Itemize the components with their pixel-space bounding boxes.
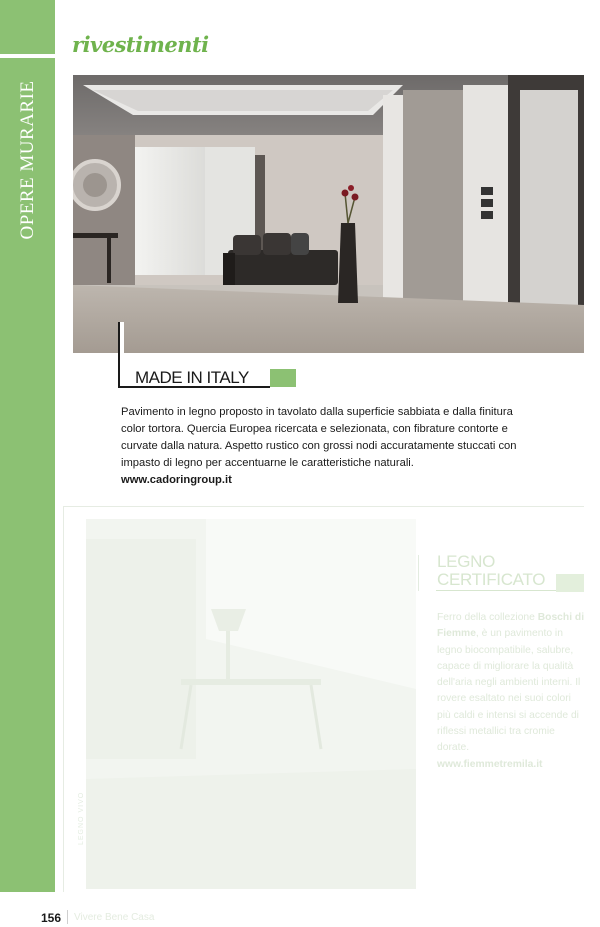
faded-heading-bracket (418, 555, 419, 591)
faded-heading-line2: CERTIFICATO (437, 570, 546, 589)
page-number: 156 (41, 911, 62, 925)
footer-divider (67, 910, 68, 924)
heading-accent-box (270, 369, 296, 387)
heading-bracket-vertical (118, 322, 124, 388)
article-website-link[interactable]: www.cadoringroup.it (121, 474, 232, 486)
article-heading: MADE IN ITALY (135, 368, 249, 387)
faded-heading-underline (436, 590, 556, 591)
faded-heading-line1: LEGNO (437, 552, 496, 571)
faded-body-start: Ferro della collezione (437, 612, 538, 623)
interior-photo (73, 75, 584, 353)
section-title: rivestimenti (72, 32, 209, 57)
faded-body-end: , è un pavimento in legno biocompatibile, salubre, capace di migliorare la qualità dell'aria negli ambienti interni. Il rovere esaltato nei suoi colori più caldi e intensi si accende di riflessi metallici tra cromie dorate. (437, 628, 581, 754)
article-body (121, 404, 526, 489)
article-body-text: Pavimento in legno proposto in tavolato dalla superficie sabbiata e dalla finitura color tortora. Quercia Europea ricercata e selezionata, con fibrature contorte e curvate dalla natura. Aspetto rustico con grossi nodi accuratamente stuccati con impasto di legno per accentuarne le caratteristiche naturali. (121, 406, 517, 469)
sidebar-category-label: OPERE MURARIE (17, 80, 38, 240)
faded-heading-accent-box (556, 574, 584, 592)
faded-interior-photo (86, 519, 416, 889)
sidebar-divider (0, 54, 55, 58)
faded-website-link[interactable]: www.fiemmetremila.it (437, 758, 543, 770)
faded-heading (437, 553, 545, 589)
faded-photo-credit: LEGNO VIVO (78, 791, 85, 845)
footer-magazine-name: Vivere Bene Casa (74, 912, 155, 923)
faded-article-body (437, 610, 587, 773)
faded-body-collection: Boschi di Fiemme (437, 612, 585, 640)
